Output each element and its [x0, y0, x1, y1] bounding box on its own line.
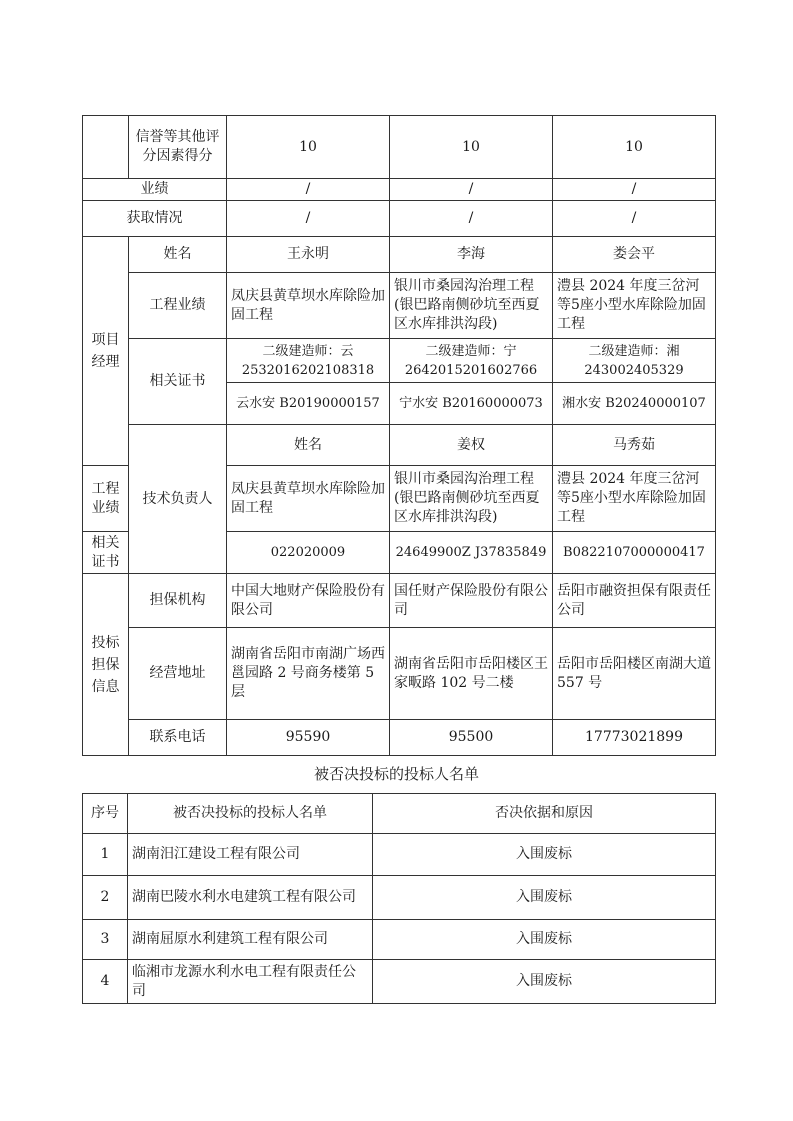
tl-name-label: 姓名	[227, 425, 390, 466]
rejected-list-caption: 被否决投标的投标人名单	[313, 765, 479, 783]
row-no: 1	[83, 834, 128, 876]
guarantee-address-label: 经营地址	[129, 628, 227, 720]
credit-label: 信誉等其他评分因素得分	[129, 116, 227, 179]
tl-performance: 澧县 2024 年度三岔河等5座小型水库除险加固工程	[553, 466, 716, 532]
project-manager-group-label: 项目经理	[83, 237, 129, 466]
header-reason: 否决依据和原因	[373, 794, 716, 834]
row-reason: 入围废标	[373, 834, 716, 876]
guarantee-phone: 17773021899	[553, 720, 716, 756]
guarantee-phone: 95500	[390, 720, 553, 756]
table-row	[83, 920, 716, 960]
pm-cert-builder: 二级建造师：湘 243002405329	[553, 339, 716, 383]
guarantee-phone-label: 联系电话	[129, 720, 227, 756]
pm-performance-label: 工程业绩	[129, 273, 227, 339]
row-name: 临湘市龙源水利水电工程有限责任公司	[128, 960, 373, 1004]
table-row	[83, 834, 716, 876]
row-name: 湖南汨江建设工程有限公司	[128, 834, 373, 876]
row-no: 2	[83, 876, 128, 920]
awards-value: /	[227, 201, 390, 237]
tl-cert: 24649900Z J37835849	[390, 532, 553, 574]
pm-performance: 银川市桑园沟治理工程(银巴路南侧砂坑至西夏区水库排洪沟段)	[390, 273, 553, 339]
pm-performance: 凤庆县黄草坝水库除险加固工程	[227, 273, 390, 339]
table-row	[83, 876, 716, 920]
empty-cell	[83, 116, 129, 179]
guarantee-phone: 95590	[227, 720, 390, 756]
pm-cert-safety: 云水安 B20190000157	[227, 383, 390, 425]
row-reason: 入围废标	[373, 920, 716, 960]
performance-value: /	[553, 179, 716, 201]
bidder-info-table	[82, 115, 716, 756]
row-reason: 入围废标	[373, 876, 716, 920]
tl-performance: 凤庆县黄草坝水库除险加固工程	[227, 466, 390, 532]
pm-name: 李海	[390, 237, 553, 273]
tl-cert: B0822107000000417	[553, 532, 716, 574]
pm-performance: 澧县 2024 年度三岔河等5座小型水库除险加固工程	[553, 273, 716, 339]
guarantee-institution: 中国大地财产保险股份有限公司	[227, 574, 390, 628]
awards-value: /	[553, 201, 716, 237]
performance-label: 业绩	[83, 179, 227, 201]
row-reason: 入围废标	[373, 960, 716, 1004]
guarantee-group-label: 投标担保信息	[83, 574, 129, 756]
awards-value: /	[390, 201, 553, 237]
row-no: 4	[83, 960, 128, 1004]
guarantee-address: 岳阳市岳阳楼区南湖大道 557 号	[553, 628, 716, 720]
tl-cert: 022020009	[227, 532, 390, 574]
credit-value: 10	[390, 116, 553, 179]
row-name: 湖南巴陵水利水电建筑工程有限公司	[128, 876, 373, 920]
credit-value: 10	[227, 116, 390, 179]
guarantee-institution: 国任财产保险股份有限公司	[390, 574, 553, 628]
header-no: 序号	[83, 794, 128, 834]
tl-cert-label: 相关证书	[83, 532, 129, 574]
tl-performance-label: 工程业绩	[83, 466, 129, 532]
guarantee-institution-label: 担保机构	[129, 574, 227, 628]
guarantee-address: 湖南省岳阳市南湖广场西邕园路 2 号商务楼第 5 层	[227, 628, 390, 720]
pm-cert-safety: 宁水安 B20160000073	[390, 383, 553, 425]
guarantee-address: 湖南省岳阳市岳阳楼区王家畈路 102 号二楼	[390, 628, 553, 720]
header-name: 被否决投标的投标人名单	[128, 794, 373, 834]
performance-value: /	[227, 179, 390, 201]
pm-name: 王永明	[227, 237, 390, 273]
pm-cert-label: 相关证书	[129, 339, 227, 425]
pm-cert-builder: 二级建造师：宁 2642015201602766	[390, 339, 553, 383]
pm-cert-builder: 二级建造师：云 2532016202108318	[227, 339, 390, 383]
technical-lead-group-label: 技术负责人	[129, 425, 227, 574]
pm-name-label: 姓名	[129, 237, 227, 273]
awards-label: 获取情况	[83, 201, 227, 237]
row-name: 湖南屈原水利建筑工程有限公司	[128, 920, 373, 960]
table-row	[83, 960, 716, 1004]
guarantee-institution: 岳阳市融资担保有限责任公司	[553, 574, 716, 628]
credit-value: 10	[553, 116, 716, 179]
row-no: 3	[83, 920, 128, 960]
performance-value: /	[390, 179, 553, 201]
tl-name: 姜权	[390, 425, 553, 466]
rejected-bidders-table	[82, 793, 716, 1004]
tl-name: 马秀茹	[553, 425, 716, 466]
tl-performance: 银川市桑园沟治理工程(银巴路南侧砂坑至西夏区水库排洪沟段)	[390, 466, 553, 532]
pm-name: 娄会平	[553, 237, 716, 273]
pm-cert-safety: 湘水安 B20240000107	[553, 383, 716, 425]
